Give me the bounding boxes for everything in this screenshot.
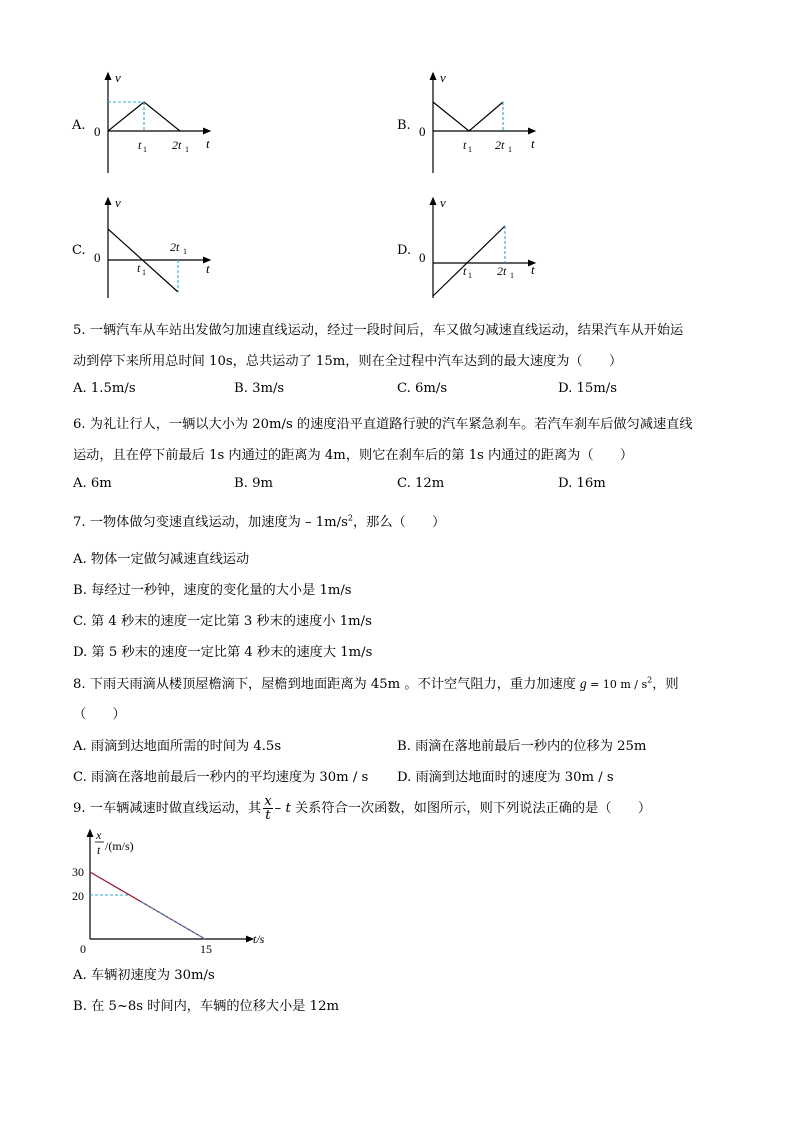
svg-text:0: 0 (94, 250, 101, 265)
v-label: v (115, 70, 121, 85)
q9-graph (70, 828, 280, 956)
q8-stem: 8. 下雨天雨滴从楼顶屋檐滴下，屋檐到地面距离为 45m 。不计空气阻力，重力加速度 g = 10 m / $s^2$，则 (73, 675, 679, 692)
q9-option-b: B. 在 5~8s 时间内，车辆的位移大小是 12m (73, 999, 339, 1014)
q5-stem-line1: 5. 一辆汽车从车站出发做匀加速直线运动，经过一段时间后，车又做匀减速直线运动，结果汽车从开始运 (73, 323, 684, 338)
graph-d (413, 193, 553, 303)
svg-text:0: 0 (419, 124, 426, 139)
svg-text:v: v (440, 195, 446, 210)
t-label: t (206, 136, 210, 151)
q7-option-d: D. 第 5 秒末的速度一定比第 4 秒末的速度大 1m/s (73, 645, 373, 660)
svg-text:v: v (440, 70, 446, 85)
graph-a-letter: A. (72, 118, 86, 133)
graph-b (413, 68, 553, 178)
tick-30: 30 (72, 865, 84, 879)
tick-15: 15 (200, 942, 212, 956)
q7-option-c: C. 第 4 秒末的速度一定比第 3 秒末的速度小 1m/s (73, 614, 372, 629)
graph-c-letter: C. (72, 243, 86, 258)
svg-text:2t: 2t (170, 240, 180, 254)
svg-text:t: t (206, 261, 210, 276)
svg-text:1: 1 (185, 145, 189, 154)
q9-fraction: $\frac{x}{t}$ (264, 794, 272, 823)
q8-option-b: B. 雨滴在落地前最后一秒内的位移为 25m (397, 739, 647, 754)
q6-option-b: B. 9m (234, 476, 273, 491)
svg-text:1: 1 (142, 268, 146, 277)
y-label-den: t (97, 843, 101, 857)
svg-text:t: t (137, 261, 141, 275)
q8-option-a: A. 雨滴到达地面所需的时间为 4.5s (73, 739, 282, 754)
2t1-label: 2t (172, 138, 182, 152)
graph-b-letter: B. (397, 118, 411, 133)
svg-text:t: t (463, 264, 467, 278)
q5-option-a: A. 1.5m/s (73, 381, 136, 396)
vt-line (108, 102, 180, 131)
q5-option-c: C. 6m/s (397, 381, 448, 396)
q5-option-b: B. 3m/s (234, 381, 285, 396)
svg-text:0: 0 (419, 250, 426, 265)
svg-text:1: 1 (143, 145, 147, 154)
y-label-unit: /(m/s) (105, 839, 134, 853)
svg-text:1: 1 (510, 271, 514, 280)
graph-d-letter: D. (397, 243, 412, 258)
svg-text:2t: 2t (495, 138, 505, 152)
q6-option-d: D. 16m (558, 476, 606, 491)
y-label-num: x (96, 828, 102, 842)
q6-option-c: C. 12m (397, 476, 445, 491)
q7-option-b: B. 每经过一秒钟，速度的变化量的大小是 1m/s (73, 583, 352, 598)
svg-text:1: 1 (508, 145, 512, 154)
q9-option-a: A. 车辆初速度为 30m/s (73, 968, 215, 983)
q5-stem-line2: 动到停下来所用总时间 10s，总共运动了 15m，则在全过程中汽车达到的最大速度为（ ） (73, 354, 623, 369)
q8-option-c: C. 雨滴在落地前最后一秒内的平均速度为 30m / s (73, 770, 369, 785)
q8-paren: （ ） (73, 707, 126, 722)
svg-text:2t: 2t (497, 264, 507, 278)
origin: 0 (80, 942, 86, 956)
graph-c (88, 193, 228, 303)
x-label: t/s (253, 932, 265, 946)
svg-text:t: t (463, 138, 467, 152)
graph-a (88, 68, 228, 178)
tick-20: 20 (72, 889, 84, 903)
q6-stem-line1: 6. 为礼让行人，一辆以大小为 20m/s 的速度沿平直道路行驶的汽车紧急刹车。若汽车刹车后做匀减速直线 (73, 417, 693, 432)
q7-stem: 7. 一物体做匀变速直线运动，加速度为 – $1m/s^2$，那么（ ） (73, 513, 446, 530)
svg-text:1: 1 (468, 145, 472, 154)
svg-text:1: 1 (183, 247, 187, 256)
q8-option-d: D. 雨滴到达地面时的速度为 30m / s (397, 770, 614, 785)
q6-stem-line2: 运动，且在停下前最后 1s 内通过的距离为 4m，则它在刹车后的第 1s 内通过的距离为（ ） (73, 448, 634, 463)
origin: 0 (94, 124, 101, 139)
q5-option-d: D. 15m/s (558, 381, 617, 396)
q9-stem: 9. 一车辆减速时做直线运动，其 $\frac{x}{t}$ – t 关系符合一次函数，如图所示，则下列说法正确的是（ ） (73, 794, 652, 823)
svg-text:t: t (531, 136, 535, 151)
q6-option-a: A. 6m (73, 476, 112, 491)
t1-label: t (138, 138, 142, 152)
q7-option-a: A. 物体一定做匀减速直线运动 (73, 552, 250, 567)
svg-text:v: v (115, 195, 121, 210)
svg-text:t: t (531, 262, 535, 277)
svg-text:1: 1 (468, 271, 472, 280)
